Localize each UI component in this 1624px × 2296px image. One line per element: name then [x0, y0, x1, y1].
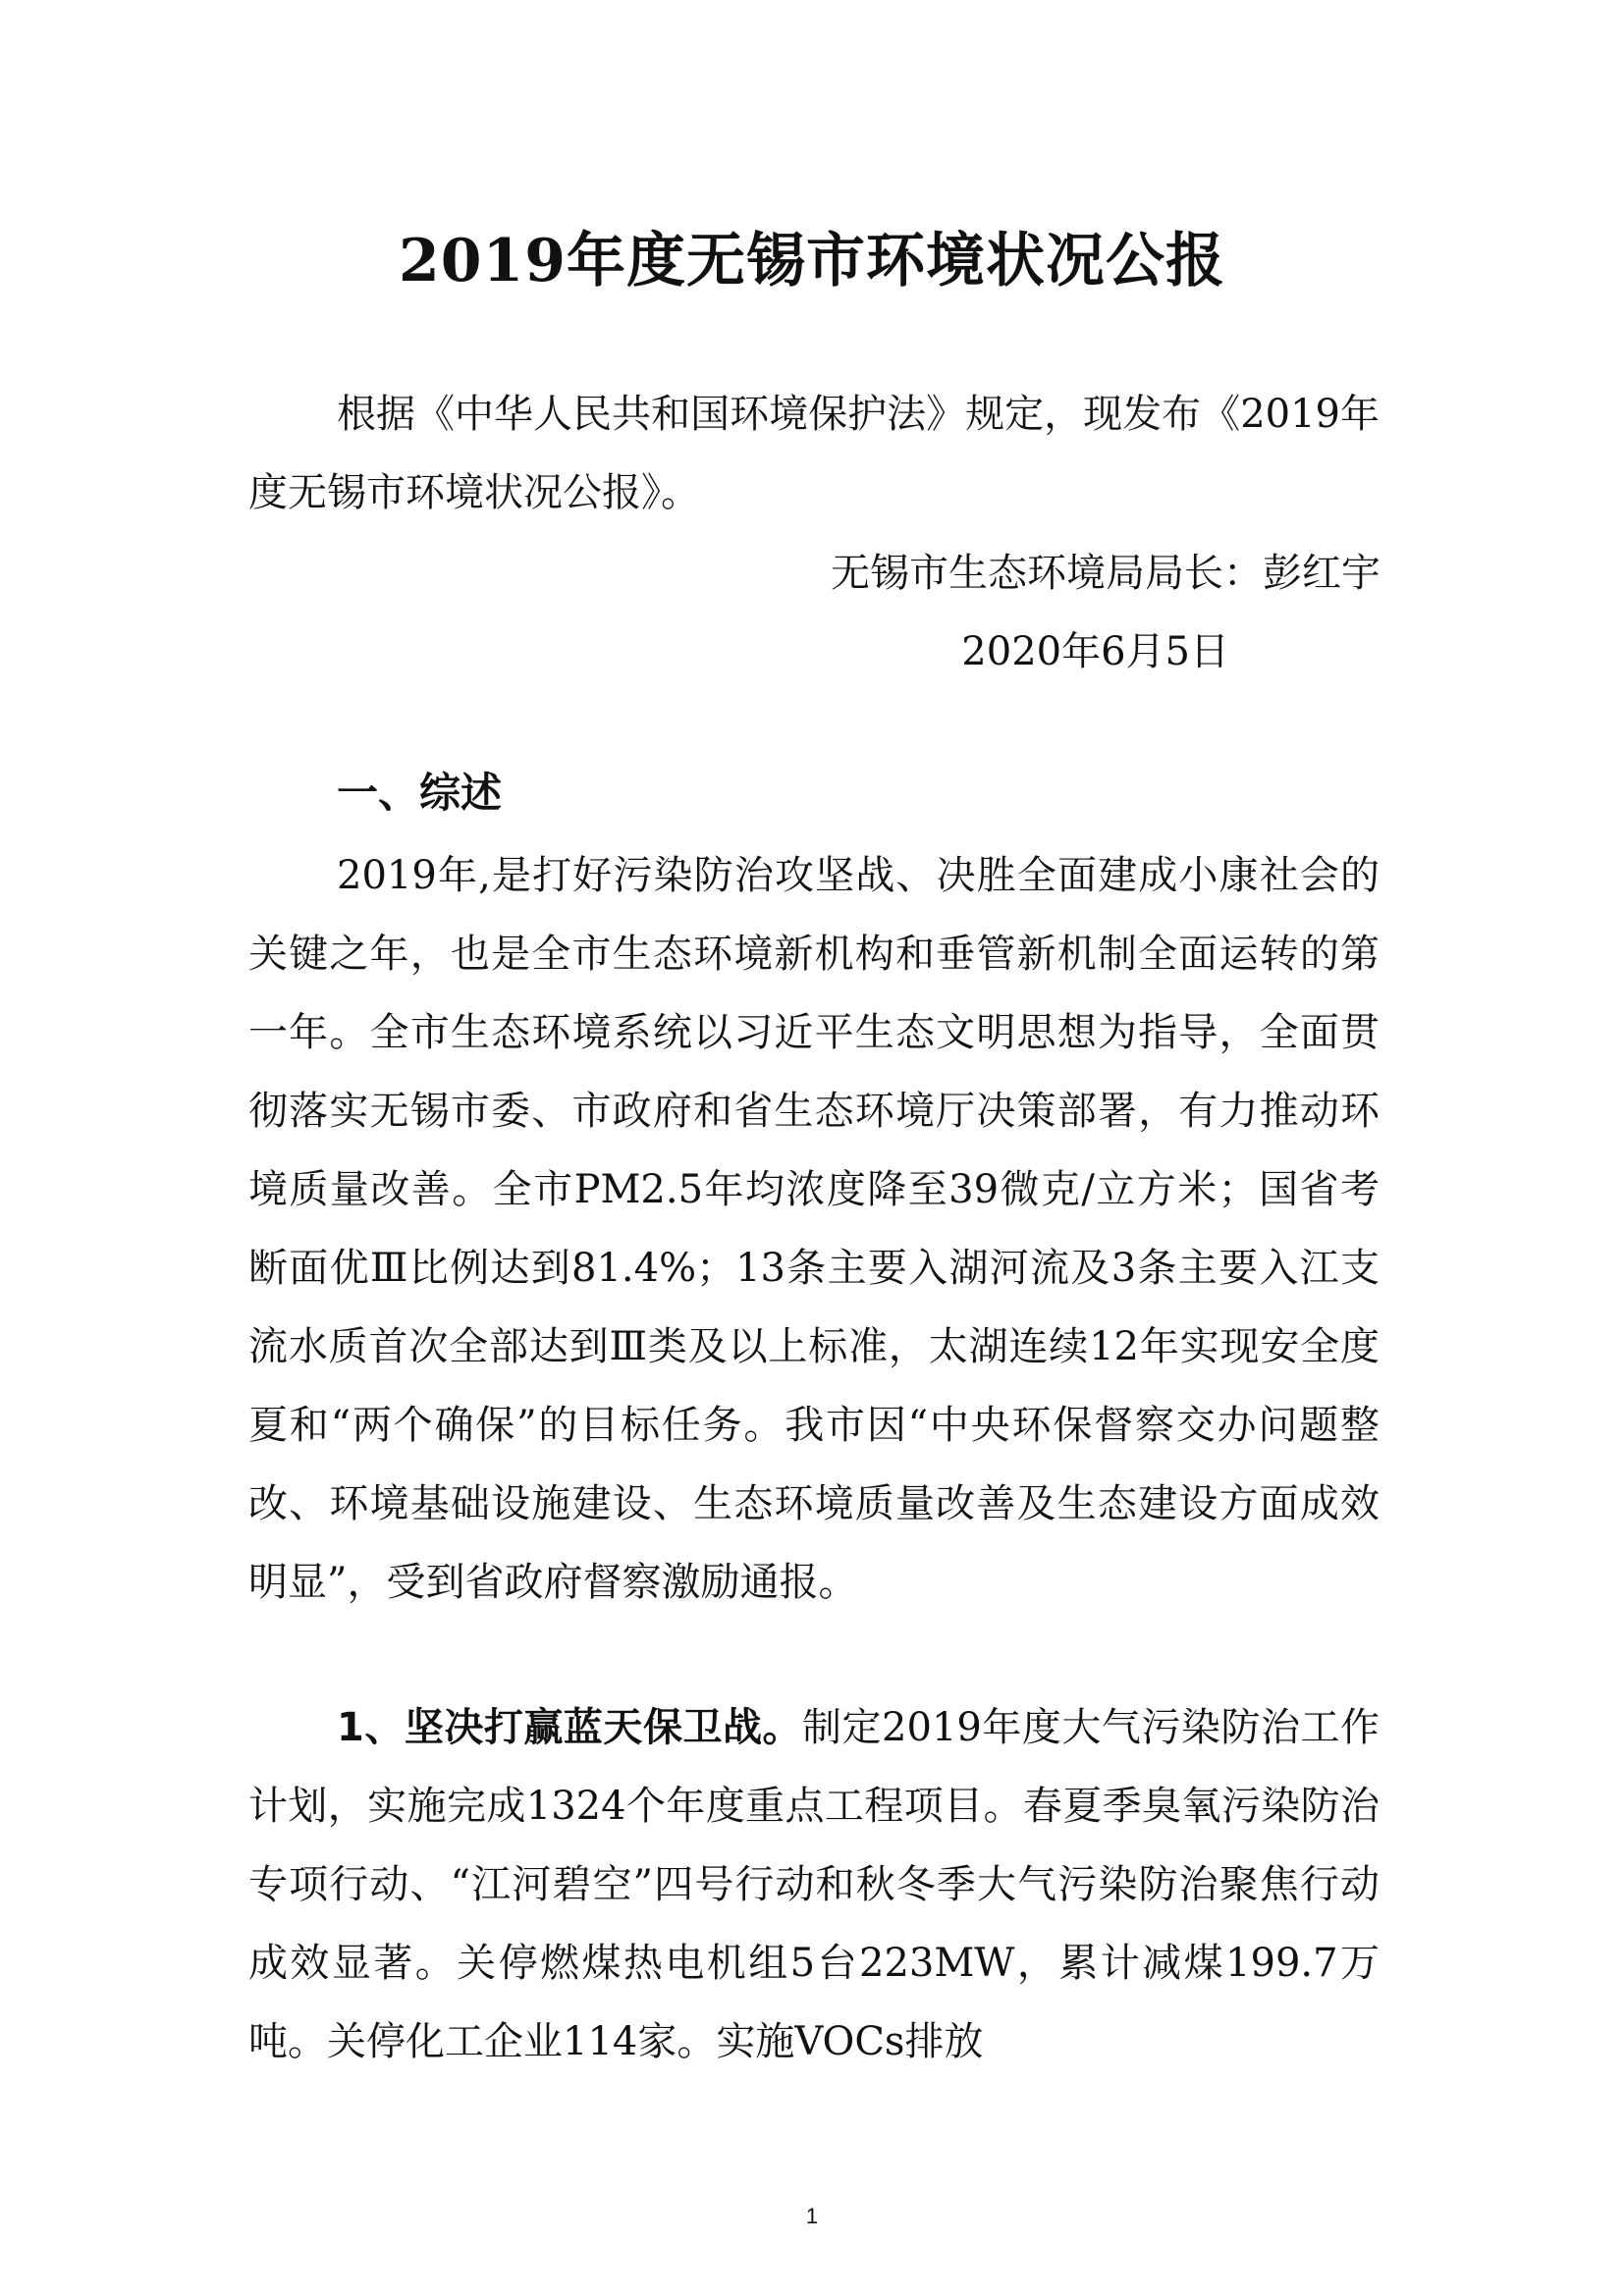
item1-heading: 1、坚决打赢蓝天保卫战。 [337, 1705, 803, 1750]
signature-line: 无锡市生态环境局局长：彭红宇 [831, 551, 1380, 596]
signature-date: 2020年6月5日 [961, 629, 1229, 674]
intro-paragraph: 根据《中华人民共和国环境保护法》规定，现发布《2019年度无锡市环境状况公报》。 [248, 392, 1380, 515]
page-number: 1 [805, 2204, 819, 2228]
item1-text: 制定2019年度大气污染防治工作计划，实施完成1324个年度重点工程项目。春夏季臭氧污染防治专项行动、“江河碧空”四号行动和秋冬季大气污染防治聚焦行动成效显著。关停燃煤热电机组5台223MW，累计减煤199.7万吨。关停化工企业114家。实施VOCs排放 [248, 1705, 1380, 2064]
section-heading-overview: 一、综述 [337, 769, 503, 817]
document-title: 2019年度无锡市环境状况公报 [399, 227, 1225, 295]
item1-paragraph [248, 1688, 1380, 2081]
summary-paragraph: 2019年,是打好污染防治攻坚战、决胜全面建成小康社会的关键之年，也是全市生态环境新机构和垂管新机制全面运转的第一年。全市生态环境系统以习近平生态文明思想为指导，全面贯彻落实无锡市委、市政府和省生态环境厅决策部署，有力推动环境质量改善。全市PM2.5年均浓度降至39微克/立方米；国省考断面优Ⅲ比例达到81.4%；13条主要入湖河流及3条主要入江支流水质首次全部达到Ⅲ类及以上标准，太湖连续12年实现安全度夏和“两个确保”的目标任务。我市因“中央环保督察交办问题整改、环境基础设施建设、生态环境质量改善及生态建设方面成效明显”，受到省政府督察激励通报。 [248, 853, 1380, 1605]
